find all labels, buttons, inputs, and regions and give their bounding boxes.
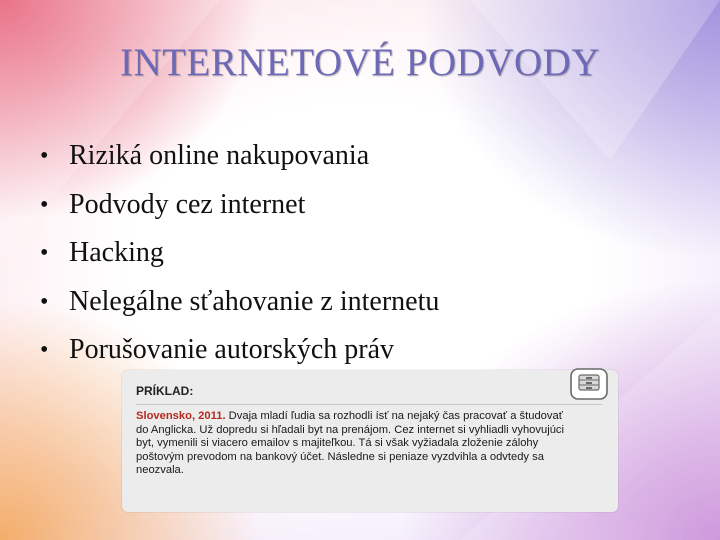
- bullet-item: [40, 229, 439, 278]
- example-line: Dvaja mladí ľudia sa rozhodli ísť na nejaký čas pracovať a študovať: [225, 410, 563, 422]
- slide-title: INTERNETOVÉ PODVODY: [120, 41, 600, 84]
- bullet-dot: •: [40, 191, 49, 218]
- example-content: [136, 384, 602, 494]
- bullet-dot: •: [40, 288, 49, 315]
- bullet-item: [40, 132, 439, 181]
- bullet-dot: •: [40, 240, 49, 266]
- bullet-item: [40, 181, 439, 230]
- example-line: poštovým prevodom na bankový účet. Následne si peniaze vyzdvihla a odvtedy sa: [136, 450, 544, 463]
- bullet-item: [40, 278, 439, 327]
- bullet-text: Hacking: [69, 237, 164, 268]
- example-heading: PRÍKLAD:: [136, 384, 194, 398]
- mailbox-icon: [568, 367, 610, 403]
- example-lead: Slovensko, 2011.: [136, 410, 226, 422]
- bullet-dot: •: [40, 143, 49, 169]
- bullet-item: [40, 326, 439, 375]
- bullet-text: Riziká online nakupovania: [69, 140, 370, 171]
- bullet-text: Porušovanie autorských práv: [69, 334, 395, 365]
- example-text: [136, 410, 602, 478]
- bullet-list: [40, 132, 439, 375]
- example-line: byt, vymenili si viacero emailov s majiteľkou. Tá si však vyžiadala zloženie zálohy: [136, 437, 539, 450]
- bullet-dot: •: [40, 337, 49, 363]
- example-line: neozvala.: [136, 464, 184, 477]
- example-line: do Anglicka. Už dopredu si hľadali byt na prenájom. Cez internet si vyhliadli vyhovujúci: [136, 423, 564, 436]
- bullet-text: Nelegálne sťahovanie z internetu: [69, 285, 440, 317]
- example-box: [122, 370, 618, 512]
- example-divider: [136, 404, 602, 405]
- bullet-text: Podvody cez internet: [69, 188, 306, 220]
